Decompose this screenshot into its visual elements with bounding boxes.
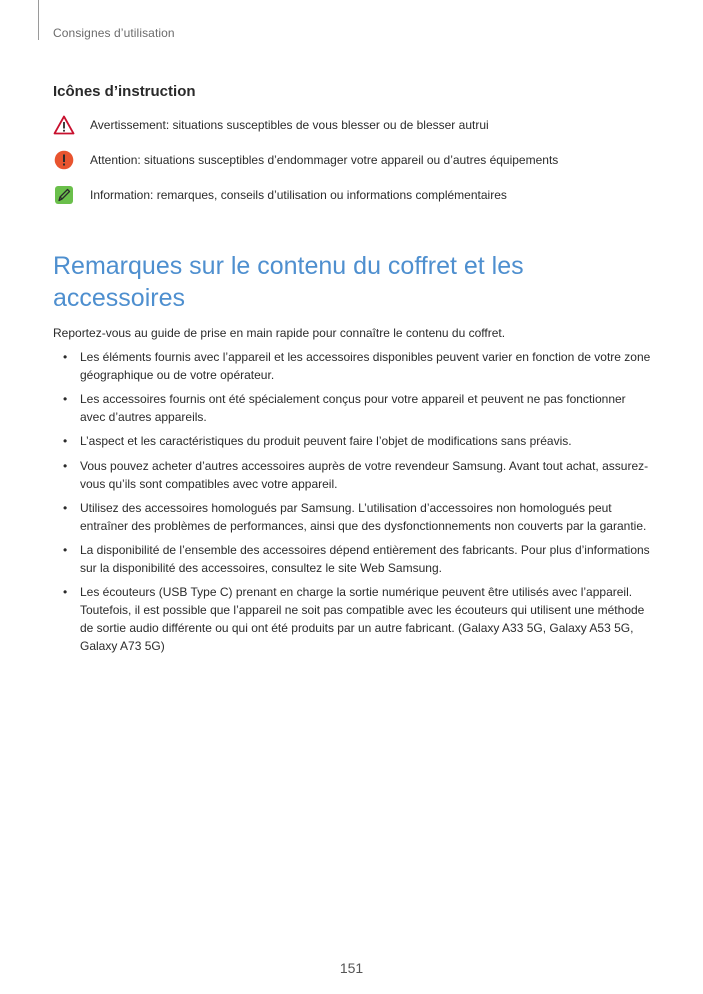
caution-circle-icon — [53, 149, 75, 171]
page-number: 151 — [339, 960, 364, 976]
bullet-marker: • — [63, 458, 68, 473]
list-item-text: Vous pouvez acheter d’autres accessoires auprès de votre revendeur Samsung. Avant tout achat, assurez-vous qu’ils sont compatibles avec votre appareil. — [80, 458, 649, 491]
bullet-marker: • — [63, 392, 68, 407]
section-title: Remarques sur le contenu du coffret et les accessoires — [53, 252, 524, 312]
icon-legend-information — [53, 184, 507, 206]
warning-triangle-icon — [53, 114, 75, 136]
list-item-text: L’aspect et les caractéristiques du produit peuvent faire l’objet de modifications sans préavis. — [80, 434, 572, 449]
accessories-notes-list — [53, 349, 653, 662]
icons-section-title: Icônes d’instruction — [53, 83, 196, 100]
bullet-marker: • — [63, 350, 68, 364]
legend-term-warning: Avertissement — [90, 118, 166, 132]
intro-paragraph: Reportez-vous au guide de prise en main rapide pour connaître le contenu du coffret. — [53, 326, 506, 340]
list-item-text: Utilisez des accessoires homologués par Samsung. L’utilisation d’accessoires non homologués peut entraîner des problèmes de performances, ainsi que des dysfonctionnements non couverts par la garantie. — [80, 500, 647, 533]
list-item-text: Les éléments fournis avec l’appareil et les accessoires disponibles peuvent varier en fonction de votre zone géographique ou de votre opérateur. — [80, 350, 651, 382]
list-item — [53, 584, 653, 655]
running-header: Consignes d’utilisation — [53, 26, 175, 40]
list-item — [53, 542, 653, 578]
icon-legend-warning — [53, 114, 489, 136]
list-item — [53, 500, 653, 536]
list-item-text: Les accessoires fournis ont été spécialement conçus pour votre appareil et peuvent ne pas fonctionner avec d’autres appareils. — [80, 392, 626, 424]
legend-text-warning: : situations susceptibles de vous blesser ou de blesser autrui — [165, 118, 489, 132]
list-item — [53, 391, 653, 427]
list-item — [53, 349, 653, 385]
legend-term-caution: Attention — [90, 153, 138, 167]
list-item-text: La disponibilité de l’ensemble des accessoires dépend entièrement des fabricants. Pour plus d’informations sur la disponibilité des accessoires, consultez le site Web Samsung. — [80, 543, 650, 575]
list-item-text: Les écouteurs (USB Type C) prenant en charge la sortie numérique peuvent être utilisés avec l’appareil. Toutefois, il est possible que l’appareil ne soit pas compatible avec les écouteurs qui utilisent une méthode de sortie audio différente ou qui ont été produits par un autre fabricant. (Galaxy A33 5G, Galaxy A53 5G, Galaxy A73 5G) — [80, 585, 645, 653]
legend-text-caution: : situations susceptibles d’endommager votre appareil ou d’autres équipements — [137, 153, 559, 167]
legend-text-information: : remarques, conseils d’utilisation ou informations complémentaires — [150, 188, 507, 202]
legend-term-information: Information — [90, 188, 151, 202]
list-item — [53, 458, 653, 494]
bullet-marker: • — [63, 434, 68, 449]
page-edge-line — [38, 0, 39, 40]
list-item — [53, 433, 653, 451]
bullet-marker: • — [63, 543, 68, 558]
bullet-marker: • — [63, 500, 68, 515]
bullet-marker: • — [63, 585, 68, 600]
icon-legend-caution — [53, 149, 558, 171]
info-note-icon — [53, 184, 75, 206]
